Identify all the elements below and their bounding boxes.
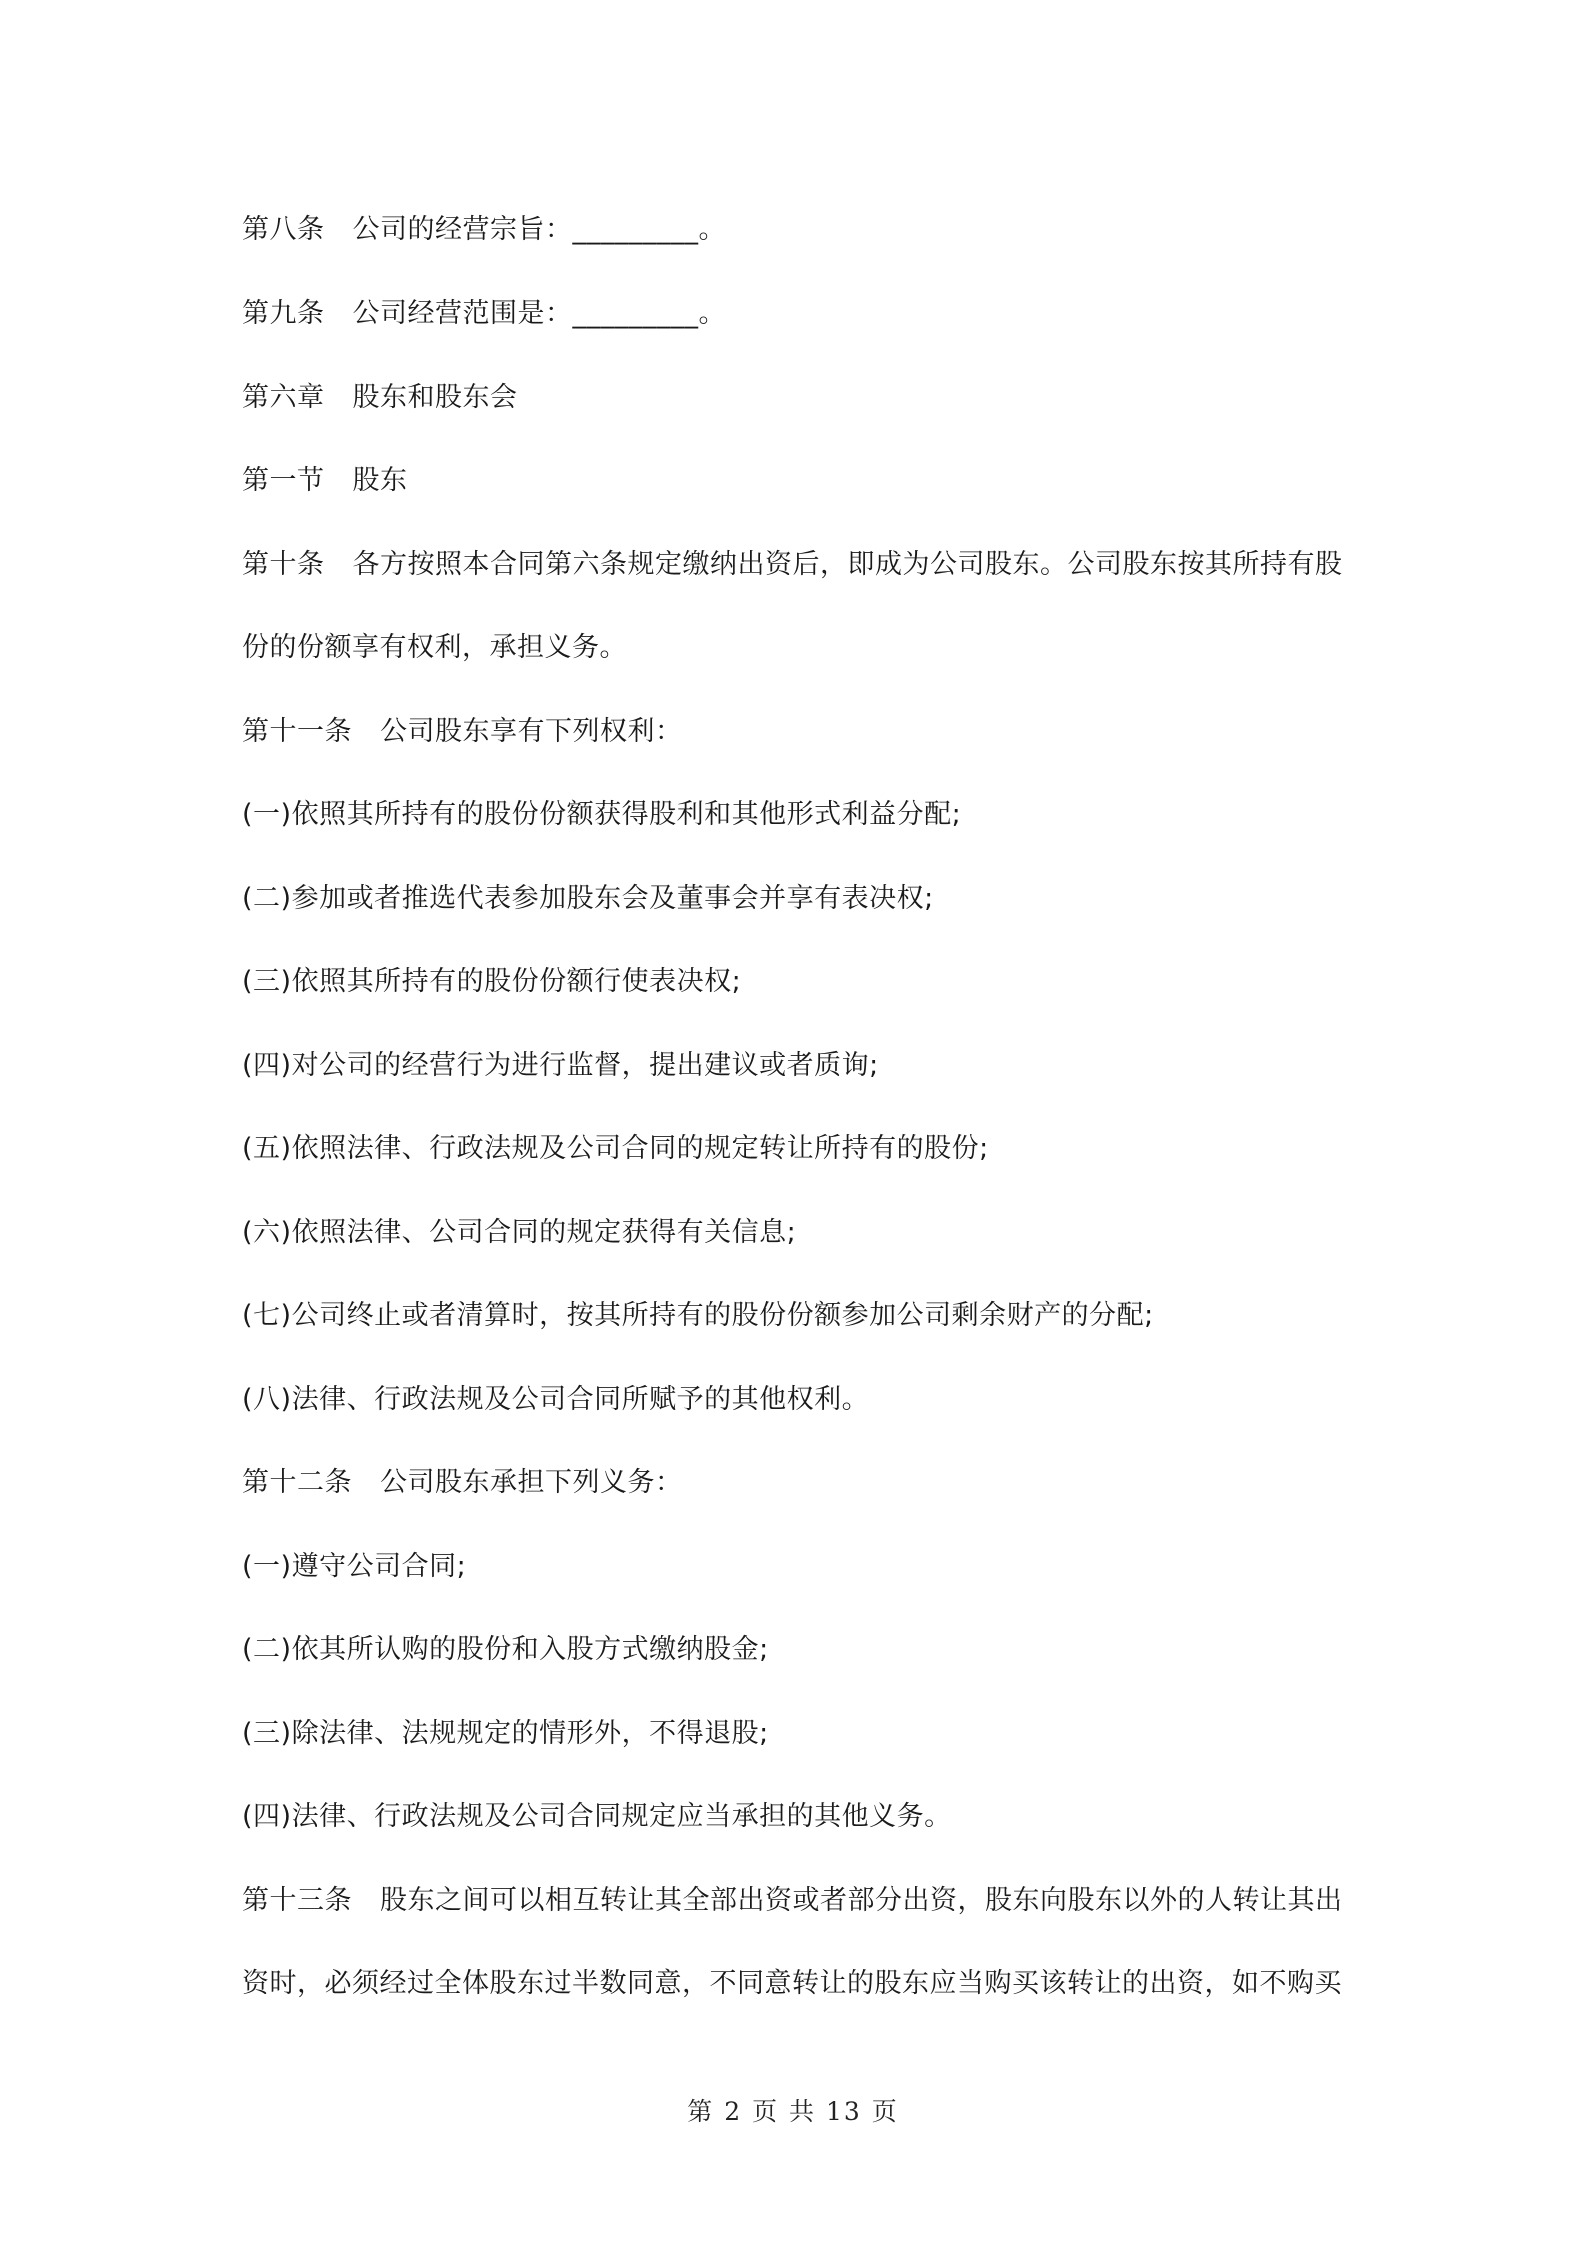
article-text: 资时，必须经过全体股东过半数同意，不同意转让的股东应当购买该转让的出资，如不购买	[242, 1968, 1342, 1999]
list-item-text: (三)依照其所持有的股份份额行使表决权;	[242, 966, 742, 997]
list-item	[242, 1131, 989, 1167]
list-item-text: (一)遵守公司合同;	[242, 1551, 467, 1582]
article-label: 第九条	[242, 298, 325, 329]
article-label: 第十一条	[242, 716, 352, 747]
section-title: 股东	[352, 465, 408, 496]
section-heading	[242, 463, 408, 499]
article-text: 份的份额享有权利，承担义务。	[242, 632, 627, 663]
article-10	[242, 547, 1343, 583]
list-item	[242, 1716, 769, 1752]
article-8	[242, 212, 726, 248]
article-9	[242, 296, 726, 332]
list-item	[242, 1632, 769, 1668]
article-text: 公司股东承担下列义务：	[380, 1467, 683, 1498]
list-item	[242, 797, 961, 833]
chapter-title: 股东和股东会	[352, 382, 518, 413]
article-10-continued	[242, 630, 627, 666]
list-item	[242, 1215, 796, 1251]
article-text: 股东之间可以相互转让其全部出资或者部分出资，股东向股东以外的人转让其出	[380, 1885, 1343, 1916]
article-11	[242, 714, 683, 750]
list-item-text: (三)除法律、法规规定的情形外，不得退股;	[242, 1718, 769, 1749]
list-item-text: (二)依其所认购的股份和入股方式缴纳股金;	[242, 1634, 769, 1665]
list-item-text: (一)依照其所持有的股份份额获得股利和其他形式利益分配;	[242, 799, 962, 830]
article-label: 第八条	[242, 214, 325, 245]
article-12	[242, 1465, 683, 1501]
list-item	[242, 1549, 466, 1585]
chapter-label: 第六章	[242, 382, 325, 413]
chapter-heading	[242, 380, 518, 416]
list-item	[242, 1298, 1154, 1334]
list-item-text: (八)法律、行政法规及公司合同所赋予的其他权利。	[242, 1384, 870, 1415]
list-item-text: (七)公司终止或者清算时，按其所持有的股份份额参加公司剩余财产的分配;	[242, 1300, 1154, 1331]
list-item-text: (六)依照法律、公司合同的规定获得有关信息;	[242, 1217, 797, 1248]
list-item	[242, 1799, 952, 1835]
list-item	[242, 1048, 879, 1084]
list-item-text: (四)法律、行政法规及公司合同规定应当承担的其他义务。	[242, 1801, 952, 1832]
list-item-text: (二)参加或者推选代表参加股东会及董事会并享有表决权;	[242, 883, 934, 914]
list-item	[242, 964, 741, 1000]
list-item	[242, 1382, 869, 1418]
article-13	[242, 1883, 1343, 1919]
article-text: 各方按照本合同第六条规定缴纳出资后，即成为公司股东。公司股东按其所持有股	[352, 549, 1343, 580]
article-text: 公司股东享有下列权利：	[380, 716, 683, 747]
article-text: 公司经营范围是：_________。	[352, 298, 726, 329]
article-label: 第十条	[242, 549, 325, 580]
list-item	[242, 881, 934, 917]
article-13-continued	[242, 1966, 1342, 2002]
page-number-footer: 第 2 页 共 13 页	[687, 2097, 899, 2126]
list-item-text: (四)对公司的经营行为进行监督，提出建议或者质询;	[242, 1050, 879, 1081]
list-item-text: (五)依照法律、行政法规及公司合同的规定转让所持有的股份;	[242, 1133, 989, 1164]
article-label: 第十三条	[242, 1885, 352, 1916]
article-label: 第十二条	[242, 1467, 352, 1498]
article-text: 公司的经营宗旨：_________。	[352, 214, 726, 245]
section-label: 第一节	[242, 465, 325, 496]
